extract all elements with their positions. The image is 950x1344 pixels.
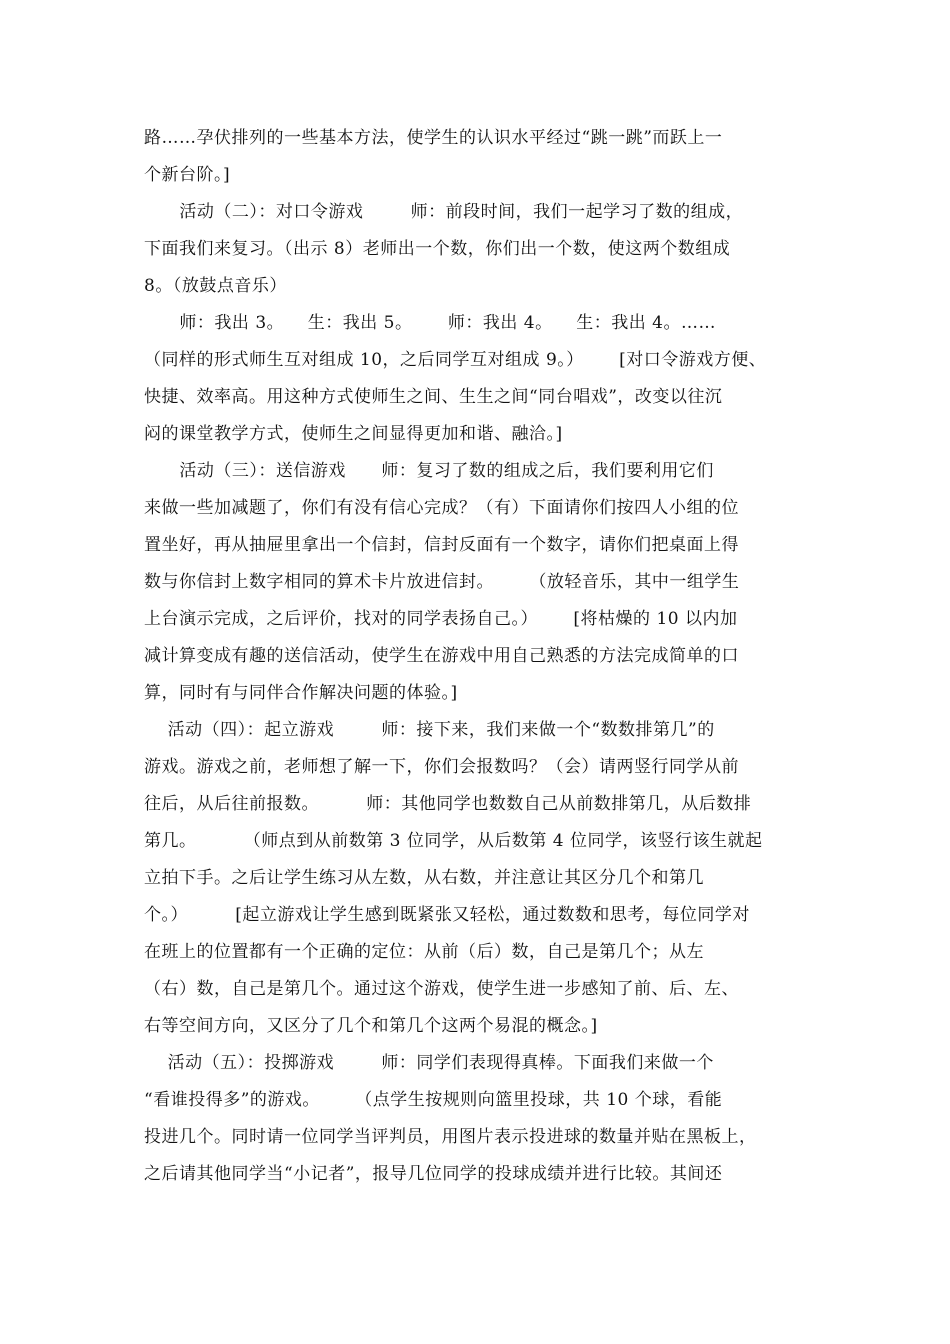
text-line: 立拍下手。之后让学生练习从左数，从右数，并注意让其区分几个和第几	[144, 868, 704, 888]
text-line: 来做一些加减题了，你们有没有信心完成？（有）下面请你们按四人小组的位	[144, 498, 739, 518]
text-line: 在班上的位置都有一个正确的定位：从前（后）数，自己是第几个；从左	[144, 942, 704, 962]
text-line: 置坐好，再从抽屉里拿出一个信封，信封反面有一个数字，请你们把桌面上得	[144, 535, 739, 555]
text-line: 投进几个。同时请一位同学当评判员，用图片表示投进球的数量并贴在黑板上，	[144, 1127, 757, 1147]
text-line: 算，同时有与同伴合作解决问题的体验。]	[144, 683, 458, 703]
text-line: 第几。 （师点到从前数第 3 位同学，从后数第 4 位同学，该竖行该生就起	[144, 831, 763, 851]
text-line: 闷的课堂教学方式，使师生之间显得更加和谐、融洽。]	[144, 424, 563, 444]
text-line: 活动（四）：起立游戏 师：接下来，我们来做一个“数数排第几”的	[144, 720, 715, 740]
text-line: 快捷、效率高。用这种方式使师生之间、生生之间“同台唱戏”，改变以往沉	[144, 387, 723, 407]
text-line: 活动（五）：投掷游戏 师：同学们表现得真棒。下面我们来做一个	[144, 1053, 714, 1073]
text-line: 个新台阶。]	[144, 165, 231, 185]
text-line: 活动（三）：送信游戏 师：复习了数的组成之后，我们要利用它们	[144, 461, 714, 481]
text-line: 往后，从后往前报数。 师：其他同学也数数自己从前数排第几，从后数排	[144, 794, 752, 814]
text-line: 路……孕伏排列的一些基本方法，使学生的认识水平经过“跳一跳”而跃上一	[144, 128, 723, 148]
text-line: 个。） [起立游戏让学生感到既紧张又轻松，通过数数和思考，每位同学对	[144, 905, 750, 925]
text-line: 减计算变成有趣的送信活动，使学生在游戏中用自己熟悉的方法完成简单的口	[144, 646, 739, 666]
text-line: 下面我们来复习。（出示 8）老师出一个数，你们出一个数，使这两个数组成	[144, 239, 731, 259]
document-page	[144, 120, 824, 1193]
text-line: 右等空间方向，又区分了几个和第几个这两个易混的概念。]	[144, 1016, 598, 1036]
text-line: 上台演示完成，之后评价，找对的同学表扬自己。） [将枯燥的 10 以内加	[144, 609, 738, 629]
text-line: （同样的形式师生互对组成 10，之后同学互对组成 9。） [对口令游戏方便、	[144, 350, 767, 370]
text-line: “看谁投得多”的游戏。 （点学生按规则向篮里投球，共 10 个球，看能	[144, 1090, 723, 1110]
text-line: （右）数，自己是第几个。通过这个游戏，使学生进一步感知了前、后、左、	[144, 979, 739, 999]
text-line: 数与你信封上数字相同的算术卡片放进信封。 （放轻音乐，其中一组学生	[144, 572, 740, 592]
text-line: 之后请其他同学当“小记者”，报导几位同学的投球成绩并进行比较。其间还	[144, 1164, 723, 1184]
text-line: 师：我出 3。 生：我出 5。 师：我出 4。 生：我出 4。……	[144, 313, 716, 333]
text-line: 游戏。游戏之前，老师想了解一下，你们会报数吗？（会）请两竖行同学从前	[144, 757, 739, 777]
text-line: 活动（二）：对口令游戏 师：前段时间，我们一起学习了数的组成，	[144, 202, 744, 222]
text-line: 8。（放鼓点音乐）	[144, 276, 287, 296]
